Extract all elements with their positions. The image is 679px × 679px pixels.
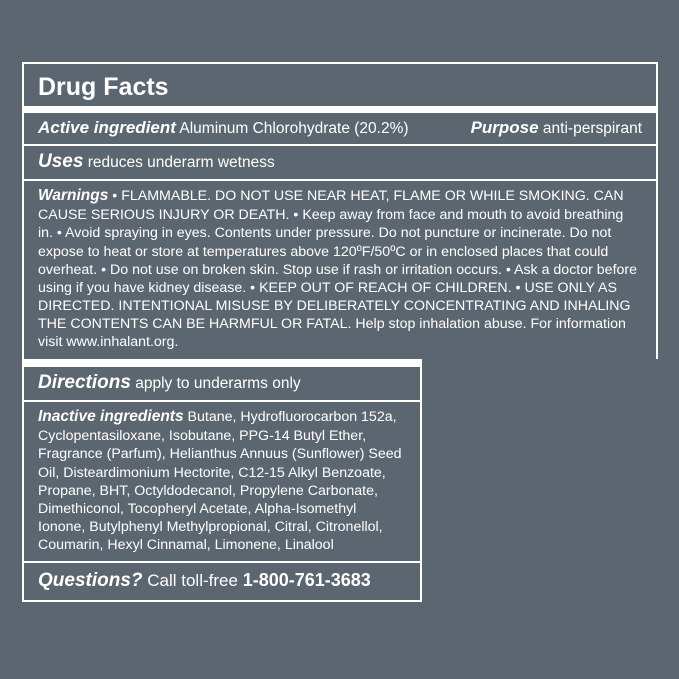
active-ingredient-heading: Active ingredient	[38, 118, 176, 138]
directions-value: apply to underarms only	[135, 374, 301, 392]
purpose-heading: Purpose	[470, 118, 539, 138]
uses-heading: Uses	[38, 150, 84, 172]
divider-warnings	[24, 359, 420, 367]
questions-phone[interactable]: 1-800-761-3683	[242, 570, 371, 591]
drug-facts-panel-lower	[22, 359, 422, 603]
drug-facts-label	[22, 62, 658, 602]
questions-heading: Questions?	[38, 570, 143, 592]
questions-call-text: Call toll-free	[147, 571, 238, 591]
uses-value: reduces underarm wetness	[87, 153, 275, 171]
directions-heading: Directions	[38, 371, 131, 393]
warnings-section	[38, 181, 642, 358]
inactive-ingredients-section	[38, 402, 406, 561]
purpose	[471, 118, 642, 138]
drug-facts-panel-upper	[22, 62, 658, 359]
inactive-ingredients-heading: Inactive ingredients	[38, 408, 184, 426]
active-ingredient-row	[38, 113, 642, 143]
uses-section	[38, 146, 642, 180]
warnings-body: • FLAMMABLE. DO NOT USE NEAR HEAT, FLAME OR WHILE SMOKING. CAN CAUSE SERIOUS INJURY OR DEATH. • Keep away from face and mouth to avoid breathing in. • Avoid spraying in eyes. Contents under pressure. Do not puncture or incinerate. Do not expose to heat or store at temperatures above 120ºF/50ºC or in enclosed places that could overheat. • Do not use on broken skin. Stop use if rash or irritation occurs. • Ask a doctor before using if you have kidney disease. • KEEP OUT OF REACH OF CHILDREN. • USE ONLY AS DIRECTED. INTENTIONAL MISUSE BY DELIBERATELY CONCENTRATING AND INHALING THE CONTENTS CAN BE HARMFUL OR FATAL. Help stop inhalation abuse. For information visit www.inhalant.org.	[38, 188, 638, 351]
questions-section	[38, 563, 406, 600]
active-ingredient-value: Aluminum Chlorohydrate (20.2%)	[179, 120, 409, 138]
divider-title	[24, 106, 656, 113]
active-ingredient	[38, 118, 409, 138]
warnings-heading: Warnings	[38, 187, 109, 205]
inactive-ingredients-body: Butane, Hydrofluorocarbon 152a, Cyclopentasiloxane, Isobutane, PPG-14 Butyl Ether, Fragrance (Parfum), Helianthus Annuus (Sunflower) Seed Oil, Disteardimonium Hectorite, C12-15 Alkyl Benzoate, Propane, BHT, Octyldodecanol, Propylene Carbonate, Dimethiconol, Tocopheryl Acetate, Alpha-Isomethyl Ionone, Butylphenyl Methylpropional, Citral, Citronellol, Coumarin, Hexyl Cinnamal, Limonene, Linalool	[38, 409, 402, 554]
directions-section	[38, 367, 406, 401]
page-title: Drug Facts	[38, 73, 169, 101]
purpose-value: anti-perspirant	[542, 120, 642, 138]
